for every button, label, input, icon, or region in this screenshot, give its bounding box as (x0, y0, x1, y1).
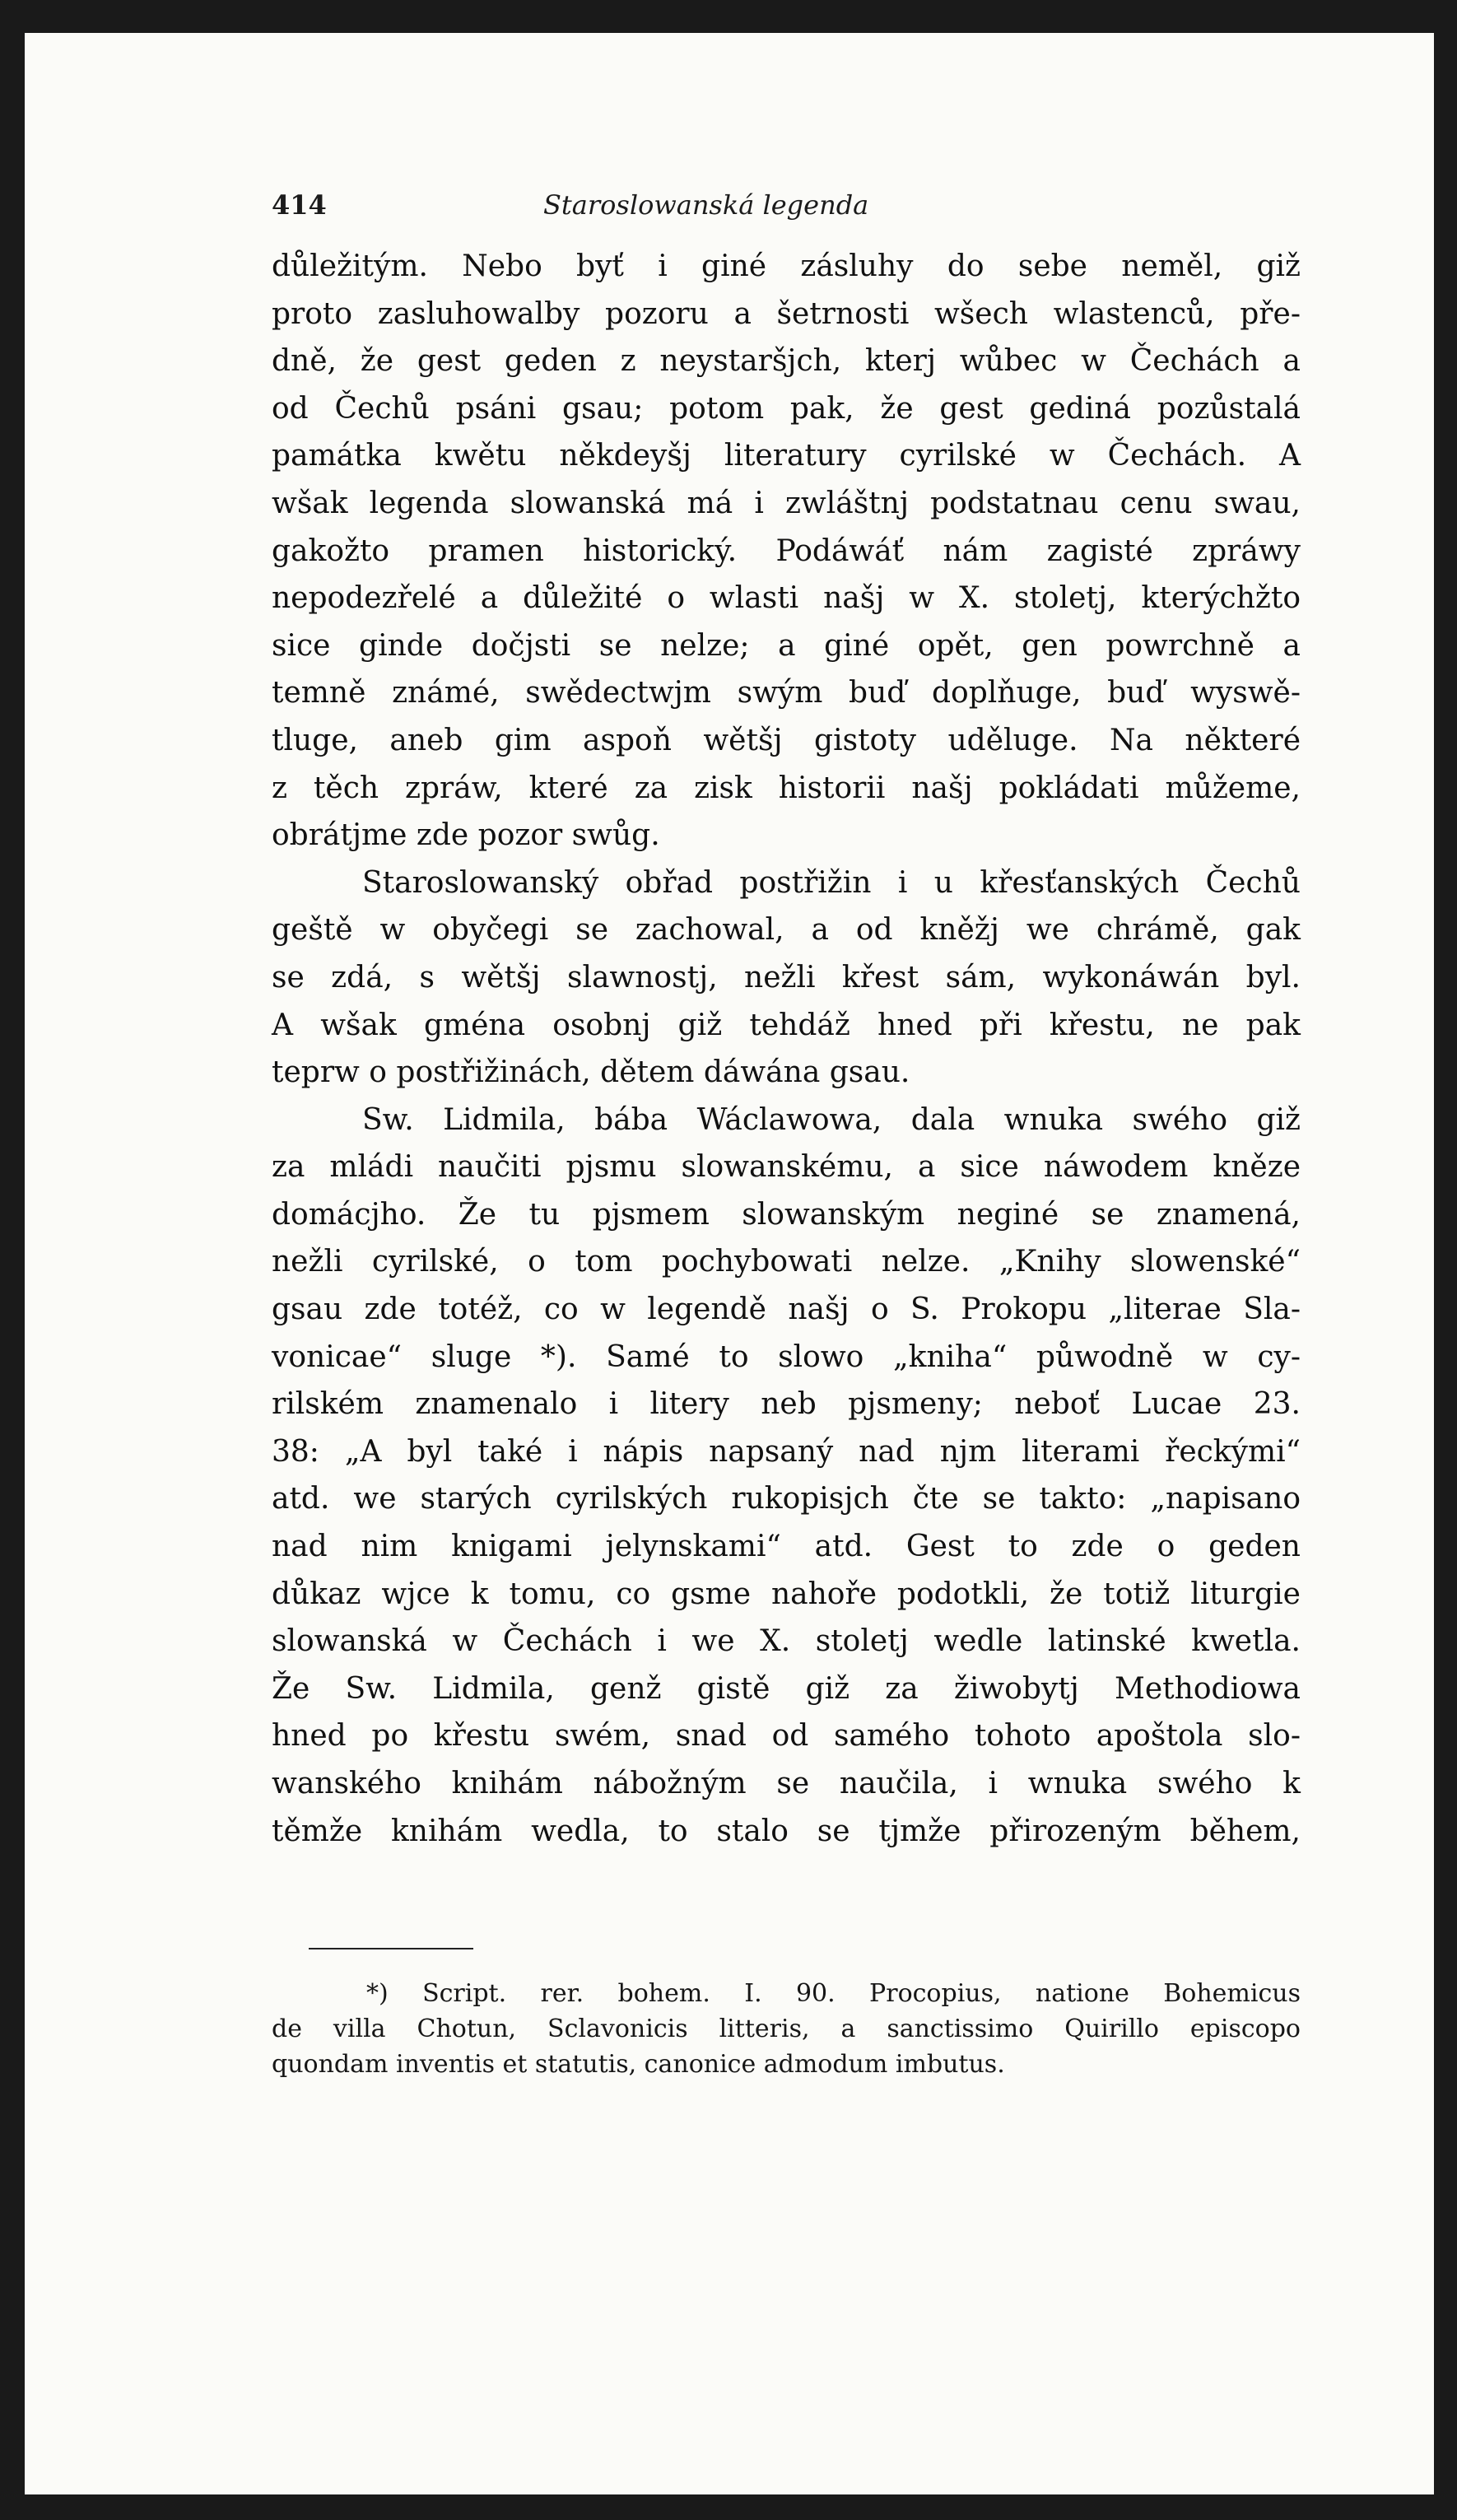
page-number: 414 (272, 189, 327, 221)
footnote-separator (309, 1948, 473, 1949)
text-line: tluge, aneb gim aspoň wětšj gistoty uděluge. Na některé (272, 723, 1301, 757)
page-header (272, 189, 971, 239)
text-line: slowanská w Čechách i we X. stoletj wedle latinské kwetla. (272, 1624, 1301, 1659)
footnote-line: *) Script. rer. bohem. I. 90. Procopius, natione Bohemicus (366, 1979, 1301, 2008)
text-line: sice ginde dočjsti se nelze; a giné opět, gen powrchně a (272, 628, 1301, 663)
text-line: se zdá, s wětšj slawnostj, nežli křest sám, wykonáwán byl. (272, 960, 1301, 994)
text-line: hned po křestu swém, snad od samého tohoto apoštola slo- (272, 1719, 1301, 1754)
text-line: dně, že gest geden z neystaršjch, kterj wůbec w Čechách a (272, 344, 1301, 379)
text-line: geště w obyčegi se zachowal, a od kněžj we chrámě, gak (272, 913, 1301, 948)
text-line: těmže knihám wedla, to stalo se tjmže přirozeným během, (272, 1814, 1301, 1848)
text-line: obrátjme zde pozor swůg. (272, 818, 660, 853)
text-line: A wšak gména osobnj giž tehdáž hned při křestu, ne pak (272, 1008, 1301, 1042)
text-line: důkaz wjce k tomu, co gsme nahoře podotkli, že totiž liturgie (272, 1577, 1301, 1611)
text-line: památka kwětu někdeyšj literatury cyrilské w Čechách. A (272, 439, 1301, 473)
text-line: temně známé, swědectwjm swým buď doplňuge, buď wyswě- (272, 676, 1301, 710)
text-line: za mládi naučiti pjsmu slowanskému, a sice náwodem kněze (272, 1150, 1301, 1185)
text-line: z těch zpráw, které za zisk historii našj pokládati můžeme, (272, 771, 1301, 805)
text-line: teprw o postřižinách, dětem dáwána gsau. (272, 1055, 910, 1090)
text-line: Sw. Lidmila, bába Wáclawowa, dala wnuka swého giž (362, 1102, 1301, 1137)
text-line: Že Sw. Lidmila, genž gistě giž za žiwobytj Methodiowa (272, 1671, 1301, 1706)
footnote (272, 1976, 1301, 2082)
text-line: gakožto pramen historický. Podáwáť nám zagisté zpráwy (272, 533, 1301, 568)
text-line: domácjho. Že tu pjsmem slowanským neginé se znamená, (272, 1197, 1301, 1232)
text-line: wšak legenda slowanská má i zwláštnj podstatnau cenu swau, (272, 486, 1301, 520)
text-line: proto zasluhowalby pozoru a šetrnosti wšech wlastenců, pře- (272, 296, 1301, 331)
text-line: nad nim knigami jelynskami“ atd. Gest to zde o geden (272, 1530, 1301, 1564)
text-line: nepodezřelé a důležité o wlasti našj w X. stoletj, kterýchžto (272, 581, 1301, 616)
text-line: důležitým. Nebo byť i giné zásluhy do sebe neměl, giž (272, 249, 1301, 283)
main-text (272, 243, 1301, 1855)
text-line: 38: „A byl také i nápis napsaný nad njm literami řeckými“ (272, 1434, 1301, 1469)
text-line: wanského knihám nábožným se naučila, i wnuka swého k (272, 1767, 1301, 1800)
text-line: gsau zde totéž, co w legendě našj o S. Prokopu „literae Sla- (272, 1293, 1301, 1327)
text-line: nežli cyrilské, o tom pochybowati nelze. „Knihy slowenské“ (272, 1245, 1301, 1279)
text-line: atd. we starých cyrilských rukopisjch čte se takto: „napisano (272, 1482, 1301, 1516)
footnote-line: quondam inventis et statutis, canonice admodum imbutus. (272, 2050, 1005, 2079)
book-page (25, 33, 1434, 2494)
footnote-line: de villa Chotun, Sclavonicis litteris, a sanctissimo Quirillo episcopo (272, 2015, 1301, 2043)
text-line: vonicae“ sluge *). Samé to slowo „kniha“ půwodně w cy- (272, 1339, 1301, 1374)
text-line: od Čechů psáni gsau; potom pak, že gest gediná pozůstalá (272, 391, 1301, 426)
running-title: Staroslowanská legenda (543, 189, 869, 221)
text-line: rilském znamenalo i litery neb pjsmeny; neboť Lucae 23. (272, 1387, 1301, 1422)
text-line: Staroslowanský obřad postřižin i u křesťanských Čechů (362, 865, 1301, 900)
